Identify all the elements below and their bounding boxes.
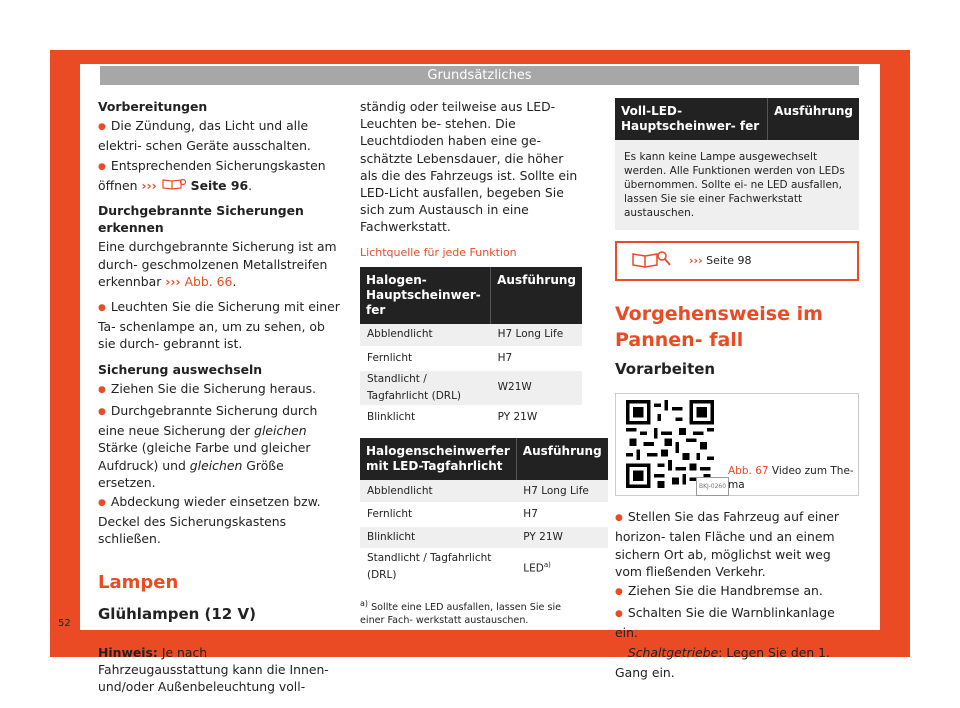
figure-box bbox=[615, 393, 859, 496]
table-row: Blinklicht PY 21W bbox=[360, 406, 582, 429]
pannen-bullet-1: ● Stellen Sie das Fahrzeug auf einer horizon- talen Fläche und an einem sichern Ort ab, möglichst weit weg vom fließenden Verkehr. bbox=[615, 508, 859, 580]
figure-code: BKJ-0260 bbox=[696, 477, 729, 496]
table-row: Fernlicht H7 bbox=[360, 503, 608, 526]
light-source-heading: Lichtquelle für jede Funktion bbox=[360, 245, 517, 259]
figure-caption: Abb. 67 Video zum The- ma bbox=[728, 465, 854, 492]
table-halogen bbox=[360, 267, 582, 430]
table-row: Blinklicht PY 21W bbox=[360, 526, 608, 549]
table-halogen-led bbox=[360, 438, 608, 586]
full-led-note: Es kann keine Lampe ausgewechselt werden. Alle Funktionen werden von LEDs übernommen. Sollte ei- ne LED ausfallen, lassen Sie sie einer Fachwerkstatt austauschen. bbox=[615, 140, 859, 230]
link-abb-66[interactable]: Abb. 66 bbox=[184, 273, 233, 289]
prep-bullet-2: ● Entsprechenden Sicherungskasten öffnen ››› Seite 96. bbox=[98, 157, 341, 194]
pannen-bullet-2: ● Ziehen Sie die Handbremse an. bbox=[615, 582, 859, 602]
link-seite-96[interactable]: Seite 96 bbox=[190, 177, 249, 193]
wrench-book-icon bbox=[629, 248, 673, 274]
table-row: Standlicht / Tagfahrlicht (DRL) W21W bbox=[360, 370, 582, 406]
page-frame-top bbox=[50, 50, 910, 64]
led-paragraph: ständig oder teilweise aus LED-Leuchten be- stehen. Die Leuchtdioden haben eine ge- schätzte Lebensdauer, die höher als die des Fahrzeugs ist. Sollte ein LED-Licht ausfallen, begeben Sie sich zum Austausch in eine Fachwerkstatt. bbox=[360, 99, 578, 235]
table-header: Halogenscheinwerfer mit LED-Tagfahrlicht bbox=[360, 438, 516, 480]
change-bullet-1: ● Ziehen Sie die Sicherung heraus. bbox=[98, 380, 341, 400]
qr-code-icon[interactable] bbox=[626, 400, 714, 488]
page-frame-right bbox=[880, 50, 910, 657]
table-header: Voll-LED-Hauptscheinwer- fer bbox=[615, 98, 768, 140]
section-title-pannenfall: Vorgehensweise im Pannen- fall bbox=[615, 303, 823, 351]
prep-bullet-1: ● Die Zündung, das Licht und alle elektri- schen Geräte ausschalten. bbox=[98, 117, 341, 154]
page-frame-left bbox=[50, 50, 80, 657]
pannen-bullet-4: ● Schaltgetriebe: Legen Sie den 1. Gang ein. bbox=[615, 644, 859, 681]
page-header: Grundsätzliches bbox=[100, 66, 859, 85]
detect-heading: Durchgebrannte Sicherungen erkennen bbox=[98, 203, 304, 236]
page-number: 52 bbox=[58, 618, 71, 629]
table-row: Abblendlicht H7 Long Life bbox=[360, 324, 582, 347]
section-title-lampen: Lampen bbox=[98, 571, 179, 593]
column-left bbox=[98, 98, 341, 703]
table-row: Standlicht / Tagfahrlicht (DRL) LED$^{a)}$ bbox=[360, 549, 608, 585]
table-header: Ausführung bbox=[491, 267, 582, 324]
hint-paragraph: Hinweis: Je nach Fahrzeugausstattung kann die Innen- und/oder Außenbeleuchtung voll- bbox=[98, 644, 329, 695]
subsection-title-vorarbeiten: Vorarbeiten bbox=[615, 360, 716, 378]
detect-bullet-1: ● Leuchten Sie die Sicherung mit einer Ta- schenlampe an, um zu sehen, ob sie durch- gebrannt ist. bbox=[98, 298, 341, 353]
prep-heading: Vorbereitungen bbox=[98, 99, 208, 114]
book-icon bbox=[161, 178, 187, 193]
subsection-title-gluehlampen: Glühlampen (12 V) bbox=[98, 606, 341, 632]
change-bullet-2: ● Durchgebrannte Sicherung durch eine neue Sicherung der gleichen Stärke (gleiche Farbe und gleicher Aufdruck) und gleichen Größe ersetzen. bbox=[98, 402, 341, 491]
change-heading: Sicherung auswechseln bbox=[98, 361, 263, 377]
table-full-led bbox=[615, 98, 859, 140]
table-header: Halogen-Hauptscheinwer- fer bbox=[360, 267, 491, 324]
reference-box bbox=[615, 241, 859, 281]
pannen-bullet-3: ● Schalten Sie die Warnblinkanlage ein. bbox=[615, 604, 859, 641]
change-bullet-3: ● Abdeckung wieder einsetzen bzw. Deckel des Sicherungskastens schließen. bbox=[98, 493, 341, 548]
column-middle bbox=[360, 98, 602, 635]
reference-link[interactable]: ››› Seite 98 bbox=[689, 254, 752, 268]
table-header: Ausführung bbox=[516, 438, 607, 480]
table-header: Ausführung bbox=[768, 98, 859, 140]
footnote: $^{a)}$ Sollte eine LED ausfallen, lassen Sie sie einer Fach- werkstatt austauschen. bbox=[360, 598, 562, 626]
detect-text: Eine durchgebrannte Sicherung ist am durch- geschmolzenen Metallstreifen erkennbar ››› Abb. 66. bbox=[98, 239, 337, 289]
table-row: Abblendlicht H7 Long Life bbox=[360, 480, 608, 503]
column-right bbox=[615, 98, 859, 689]
table-row: Fernlicht H7 bbox=[360, 347, 582, 370]
